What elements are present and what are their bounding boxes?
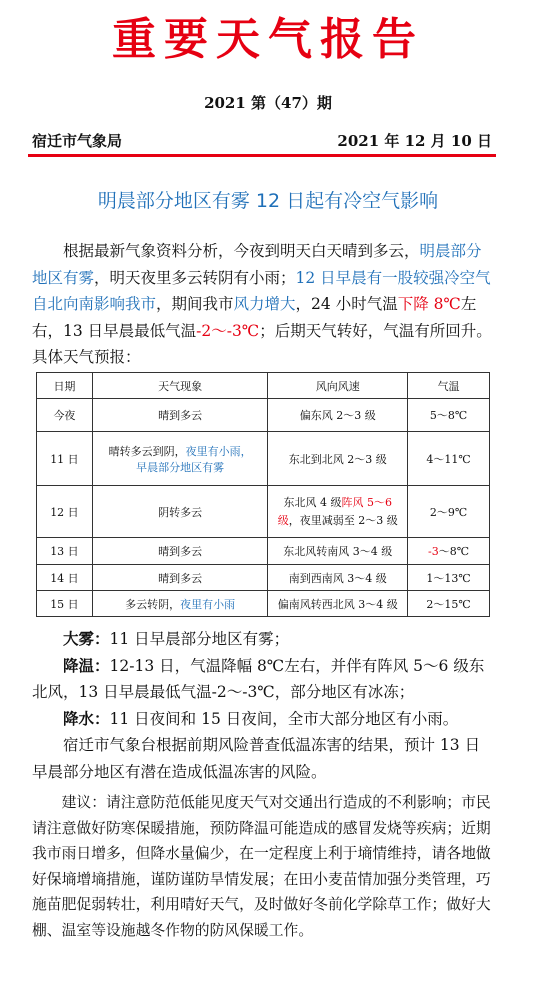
cell-temp-text: ～8℃ <box>438 545 470 558</box>
detail-label: 降水： <box>63 708 110 728</box>
summary-text: ，24 小时气温 <box>295 295 398 313</box>
cell-weather-text: 晴转多云到阴， <box>108 444 186 458</box>
forecast-table <box>36 372 490 617</box>
table-row <box>37 432 490 486</box>
cell-date: 13 日 <box>37 538 93 565</box>
summary-text: ，期间我市 <box>156 295 234 313</box>
cell-wind <box>268 486 408 538</box>
header-divider <box>28 154 496 157</box>
detail-precipitation <box>32 706 492 733</box>
issue-date: 2021 年 12 月 10 日 <box>337 132 492 150</box>
detail-text: 12-13 日，气温降幅 8℃左右，并伴有阵风 5～6 级东北风，13 日早晨最低气温-2～-3℃，部分地区有冰冻； <box>32 656 485 701</box>
column-header-wind: 风向风速 <box>268 373 408 399</box>
summary-highlight-min-temp: -2～-3℃ <box>196 321 260 340</box>
detail-label: 大雾： <box>63 629 110 648</box>
column-header-date: 日期 <box>37 373 93 399</box>
table-row <box>37 538 490 565</box>
issue-number: 2021 第（47）期 <box>204 94 332 112</box>
risk-statement: 宿迁市气象台根据前期风险普查低温冻害的结果，预计 13 日早晨部分地区有潜在造成低温冻害的风险。 <box>32 736 481 781</box>
table-row <box>37 565 490 591</box>
cell-temp: 2～15℃ <box>408 591 490 617</box>
cell-wind: 南到西南风 3～4 级 <box>268 565 408 591</box>
cell-weather: 晴到多云 <box>92 538 268 565</box>
cell-date: 12 日 <box>37 486 93 538</box>
summary-highlight-temp-drop: 下降 8℃ <box>397 295 461 313</box>
table-row <box>37 486 490 538</box>
forecast-details <box>32 626 492 785</box>
headline: 明晨部分地区有雾 12 日起有冷空气影响 <box>97 190 439 212</box>
summary-highlight-fog: 明晨部分地区有雾 <box>32 242 482 287</box>
report-title: 重要天气报告 <box>112 14 424 65</box>
detail-fog <box>32 626 492 653</box>
summary-text: 根据最新气象资料分析，今夜到明天白天晴到多云， <box>63 242 420 260</box>
cell-temp-highlight: -3 <box>428 545 439 558</box>
detail-text: 11 日夜间和 15 日夜间，全市大部分地区有小雨。 <box>109 709 459 728</box>
cell-date: 今夜 <box>37 399 93 432</box>
summary-text: ；后期天气转好，气温有所回升。具体天气预报： <box>32 321 492 366</box>
cell-weather: 晴到多云 <box>92 399 268 432</box>
cell-weather-highlight: 早晨部分地区有雾 <box>136 460 225 474</box>
cell-wind: 东北到北风 2～3 级 <box>268 432 408 486</box>
column-header-temp: 气温 <box>408 373 490 399</box>
summary-highlight-cold-air: 12 日早晨有一股较强冷空气自北向南影响我市 <box>32 268 491 313</box>
cell-temp: 4～11℃ <box>408 432 490 486</box>
cell-temp <box>408 538 490 565</box>
cell-weather-highlight: 夜里有小雨， <box>185 444 252 458</box>
forecast-summary <box>32 238 492 371</box>
column-header-weather: 天气现象 <box>92 373 268 399</box>
issuing-organization: 宿迁市气象局 <box>32 132 123 150</box>
cell-date: 15 日 <box>37 591 93 617</box>
detail-label: 降温： <box>63 655 110 675</box>
cell-date: 14 日 <box>37 565 93 591</box>
summary-highlight-wind: 风力增大 <box>233 295 296 313</box>
table-row <box>37 399 490 432</box>
cell-weather-text: 多云转阴， <box>125 597 181 611</box>
cell-weather <box>92 432 268 486</box>
table-row <box>37 591 490 617</box>
summary-text: 左右，13 日早晨最低气温 <box>32 295 477 340</box>
cell-wind: 偏东风 2～3 级 <box>268 399 408 432</box>
detail-cooling <box>32 653 492 706</box>
cell-temp: 5～8℃ <box>408 399 490 432</box>
cell-weather: 晴到多云 <box>92 565 268 591</box>
table-header-row <box>37 373 490 399</box>
cell-temp: 2～9℃ <box>408 486 490 538</box>
cell-date: 11 日 <box>37 432 93 486</box>
detail-text: 11 日早晨部分地区有雾； <box>109 630 290 648</box>
cell-wind-text: ，夜里减弱至 2～3 级 <box>288 513 398 527</box>
cell-weather: 阴转多云 <box>92 486 268 538</box>
cell-weather-highlight: 夜里有小雨 <box>180 597 236 611</box>
summary-text: ，明天夜里多云转阴有小雨； <box>94 268 296 287</box>
cell-wind: 偏南风转西北风 3～4 级 <box>268 591 408 617</box>
advice-paragraph: 建议：请注意防范低能见度天气对交通出行造成的不利影响；市民请注意做好防寒保暖措施，预防降温可能造成的感冒发烧等疾病；近期我市雨日增多，但降水量偏少，在一定程度上利于墒情维持，请各地做好保墒增墒措施，谨防谨防旱情发展；在田小麦苗情加强分类管理，巧施苗肥促弱转壮，利用晴好天气，及时做好冬前化学除草工作；做好大棚、温室等设施越冬作物的防风保暖工作。 <box>32 794 491 939</box>
cell-wind-text: 东北风 4 级 <box>283 495 342 509</box>
cell-weather <box>92 591 268 617</box>
cell-wind-highlight: 阵风 5～6 级 <box>277 495 393 527</box>
cell-wind: 东北风转南风 3～4 级 <box>268 538 408 565</box>
cell-temp: 1～13℃ <box>408 565 490 591</box>
